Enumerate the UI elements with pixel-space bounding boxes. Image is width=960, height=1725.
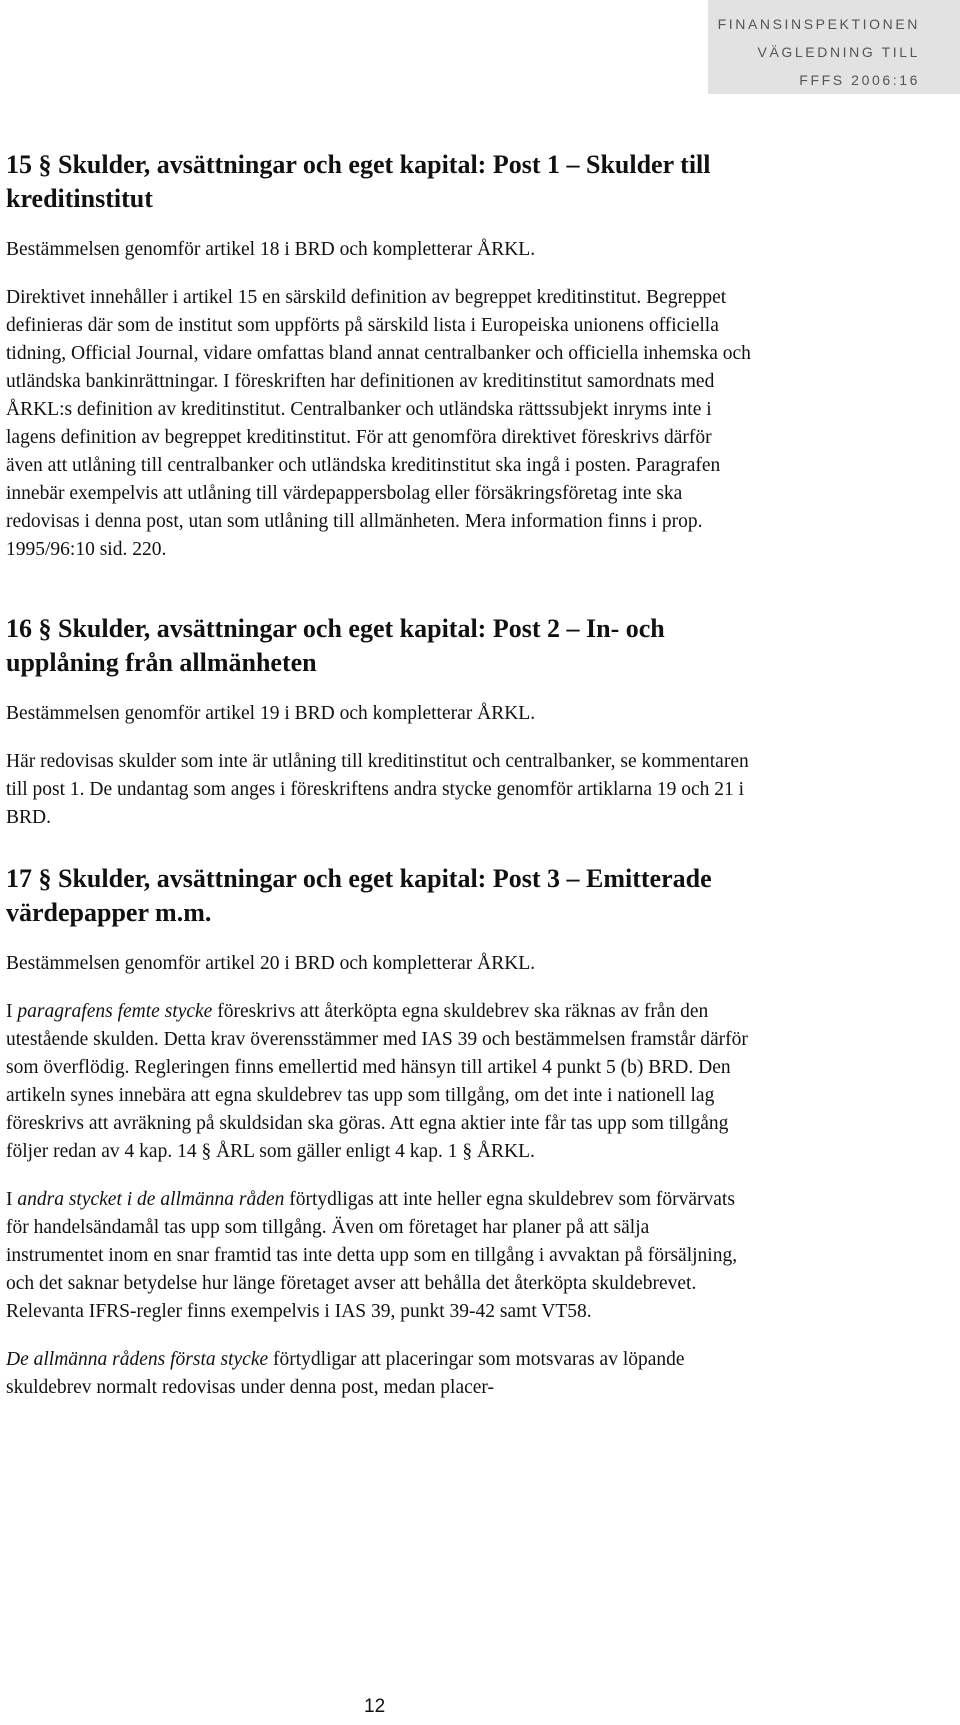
header-regulation-code: FFFS 2006:16 — [799, 72, 920, 88]
emphasis-second-stycke: andra stycket i de allmänna råden — [17, 1189, 285, 1210]
section-17-paragraph-first-stycke — [6, 1346, 751, 1402]
section-15-implementation-note: Bestämmelsen genomför artikel 18 i BRD och kompletterar ÅRKL. — [6, 239, 536, 260]
section-17-paragraph-general-advice — [6, 1186, 751, 1326]
paragraph-text: förtydligas att inte heller egna skuldebrev som förvärvats för handelsändamål tas upp som tillgång. Även om företaget har planer på att sälja instrumentet inom en snar framtid tas inte detta upp som en tillgång i avvaktan på försäljning, och det saknar betydelse hur länge företaget avser att behålla det återköpta skuldebrevet. Relevanta IFRS-regler finns exempelvis i IAS 39, punkt 39-42 samt VT58. — [6, 1189, 738, 1322]
section-16-commentary: Här redovisas skulder som inte är utlåning till kreditinstitut och centralbanker, se kommentaren till post 1. De undantag som anges i föreskriftens andra stycke genomför artiklarna 19 och 21 i BRD. — [6, 751, 749, 828]
emphasis-first-stycke: De allmänna rådens första stycke — [6, 1349, 269, 1370]
section-16-implementation-note: Bestämmelsen genomför artikel 19 i BRD och kompletterar ÅRKL. — [6, 703, 536, 724]
section-17-paragraph-fifth — [6, 998, 751, 1166]
header-guide-label: VÄGLEDNING TILL — [757, 44, 920, 60]
section-15-heading: 15 § Skulder, avsättningar och eget kapital: Post 1 – Skulder till kreditinstitut — [6, 150, 711, 213]
emphasis-fifth-stycke: paragrafens femte stycke — [17, 1001, 213, 1022]
paragraph-prefix: I — [6, 1001, 18, 1022]
section-17-implementation-note: Bestämmelsen genomför artikel 20 i BRD och kompletterar ÅRKL. — [6, 953, 536, 974]
section-17-heading: 17 § Skulder, avsättningar och eget kapital: Post 3 – Emitterade värdepapper m.m. — [6, 864, 712, 927]
paragraph-prefix: I — [6, 1189, 18, 1210]
paragraph-text: föreskrivs att återköpta egna skuldebrev ska räknas av från den utestående skulden. Detta krav överensstämmer med IAS 39 och bestämmelsen framstår därför som överflödig. Regleringen finns emellertid med hänsyn till artikel 4 punkt 5 (b) BRD. Den artikeln synes innebära att egna skuldebrev tas upp som tillgång, om det inte i nationell lag föreskrivs att avräkning på skuldsidan ska göras. Att egna aktier inte får tas upp som tillgång följer redan av 4 kap. 14 § ÅRL som gäller enligt 4 kap. 1 § ÅRKL. — [6, 1001, 748, 1162]
section-15-commentary: Direktivet innehåller i artikel 15 en särskild definition av begreppet kreditinstitut. Begreppet definieras där som de institut som uppförts på särskild lista i Europeiska unionens officiella tidning, Official Journal, vidare omfattas bland annat centralbanker och officiella inhemska och utländska bankinrättningar. I föreskriften har definitionen av kreditinstitut samordnats med ÅRKL:s definition av kreditinstitut. Centralbanker och utländska rättssubjekt inryms inte i lagens definition av begreppet kreditinstitut. För att genomföra direktivet föreskrivs därför även att utlåning till centralbanker och utländska kreditinstitut ska ingå i posten. Paragrafen innebär exempelvis att utlåning till värdepappersbolag eller försäkringsföretag inte ska redovisas i denna post, utan som utlåning till allmänheten. Mera information finns i prop. 1995/96:10 sid. 220. — [6, 287, 751, 560]
page-number: 12 — [364, 1696, 386, 1717]
document-body — [6, 148, 751, 1402]
paragraph-text: förtydligar att placeringar som motsvaras av löpande skuldebrev normalt redovisas under denna post, medan placer- — [6, 1349, 685, 1398]
document-header — [708, 0, 960, 94]
section-16-heading: 16 § Skulder, avsättningar och eget kapital: Post 2 – In- och upplåning från allmänheten — [6, 614, 665, 677]
header-agency: FINANSINSPEKTIONEN — [717, 16, 920, 32]
